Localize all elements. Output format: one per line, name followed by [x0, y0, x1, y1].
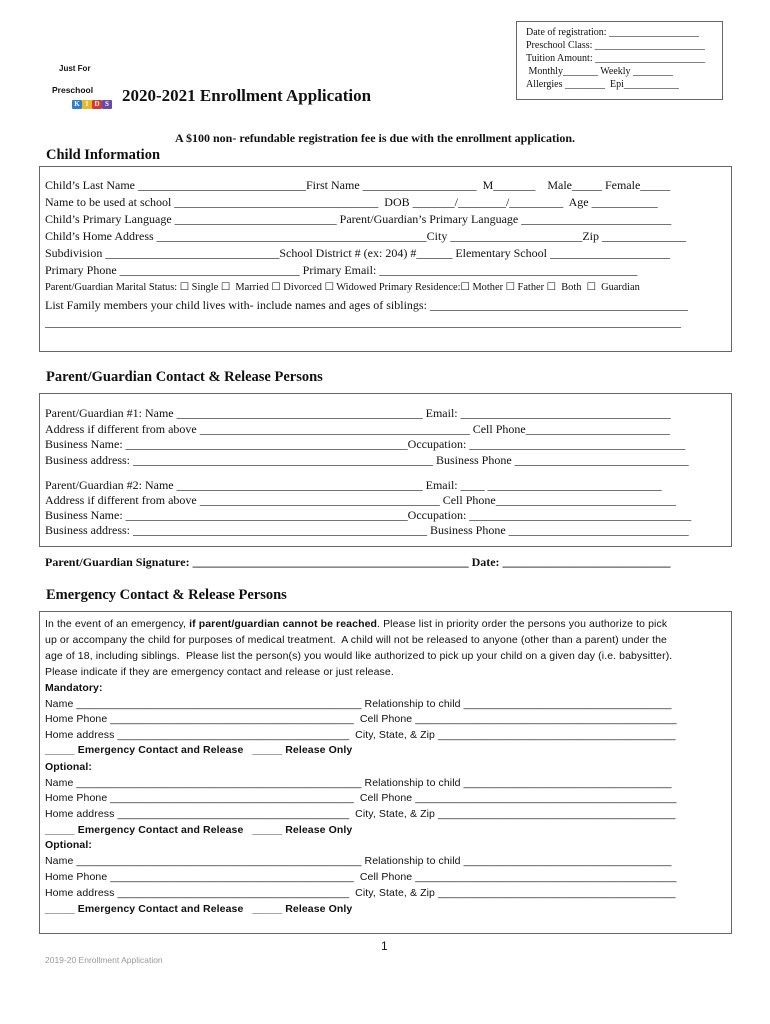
contact3-phone-line[interactable]: Home Phone _________________________________________ Cell Phone ____________________________________________: [45, 871, 677, 883]
emergency-intro-3: age of 18, including siblings. Please list the person(s) you would like authorized to pick up your child on a given day (i.e. babysitter).: [45, 650, 673, 662]
preschool-class: Preschool Class: ______________________: [526, 40, 705, 51]
logo-letter-i: I: [82, 100, 92, 109]
parent-contact-heading: Parent/Guardian Contact & Release Persons: [46, 369, 323, 385]
mandatory-label: Mandatory:: [45, 682, 103, 694]
contact1-name-line[interactable]: Name ________________________________________________ Relationship to child ___________________________________: [45, 698, 672, 710]
parent1-business-address[interactable]: Business address: __________________________________________________ Business Phone _____________________________: [45, 453, 689, 467]
home-address-line[interactable]: Child’s Home Address _____________________________________________City ______________________Zip ______________: [45, 229, 687, 243]
subdivision-line[interactable]: Subdivision _____________________________School District # (ex: 204) #______ Elementary School ____________________: [45, 246, 670, 260]
contact1-phone-line[interactable]: Home Phone _________________________________________ Cell Phone ____________________________________________: [45, 713, 677, 725]
emergency-intro-4: Please indicate if they are emergency contact and release or just release.: [45, 666, 394, 678]
contact3-release-options[interactable]: _____ Emergency Contact and Release _____ Release Only: [45, 903, 353, 915]
parent2-address-cell[interactable]: Address if different from above ________________________________________ Cell Phone______________________________: [45, 493, 676, 507]
logo-letter-d: D: [92, 100, 102, 109]
contact2-address-line[interactable]: Home address _______________________________________ City, State, & Zip ________________________________________: [45, 808, 676, 820]
parent1-business-name[interactable]: Business Name: _______________________________________________Occupation: ____________________________________: [45, 437, 686, 451]
school-name-line[interactable]: Name to be used at school __________________________________ DOB _______/________/_________ Age ___________: [45, 195, 658, 209]
page-number: 1: [381, 939, 388, 953]
parent-signature-line[interactable]: Parent/Guardian Signature: ______________________________________________ Date: ____________________________: [45, 555, 671, 569]
contact1-address-line[interactable]: Home address _______________________________________ City, State, & Zip ________________________________________: [45, 729, 676, 741]
tuition-frequency: Monthly_______ Weekly ________: [526, 66, 674, 77]
emergency-heading: Emergency Contact & Release Persons: [46, 587, 287, 603]
school-logo: [50, 64, 109, 108]
family-members-line[interactable]: List Family members your child lives with- include names and ages of siblings: ___________________________________________: [45, 298, 688, 312]
contact3-address-line[interactable]: Home address _______________________________________ City, State, & Zip ________________________________________: [45, 887, 676, 899]
intro-text-bold: if parent/guardian cannot be reached: [189, 618, 378, 630]
parent2-business-name[interactable]: Business Name: _______________________________________________Occupation: _____________________________________: [45, 508, 692, 522]
family-members-blank[interactable]: __________________________________________________________________________________________________________: [45, 315, 681, 329]
parent1-name-email[interactable]: Parent/Guardian #1: Name _________________________________________ Email: ___________________________________: [45, 406, 671, 420]
intro-text-post: . Please list in priority order the persons you authorize to pick: [377, 618, 668, 630]
child-info-heading: Child Information: [46, 147, 161, 163]
contact3-name-line[interactable]: Name ________________________________________________ Relationship to child ___________________________________: [45, 855, 672, 867]
parent2-business-address[interactable]: Business address: _________________________________________________ Business Phone ______________________________: [45, 523, 689, 537]
contact2-name-line[interactable]: Name ________________________________________________ Relationship to child ___________________________________: [45, 777, 672, 789]
language-line[interactable]: Child’s Primary Language ___________________________ Parent/Guardian’s Primary Language _________________________: [45, 212, 672, 226]
date-of-registration: Date of registration: __________________: [526, 27, 700, 38]
page-title: 2020-2021 Enrollment Application: [122, 86, 372, 105]
emergency-intro-1: [45, 617, 667, 633]
logo-bottom-text: Preschool: [52, 85, 94, 95]
marital-status-line[interactable]: Parent/Guardian Marital Status: ☐ Single ☐ Married ☐ Divorced ☐ Widowed Primary Residence:☐ Mother ☐ Father ☐ Both ☐ Guardian: [45, 282, 640, 293]
phone-email-line[interactable]: Primary Phone ______________________________ Primary Email: ___________________________________________: [45, 263, 638, 277]
logo-top-text: Just For: [59, 64, 91, 73]
tuition-amount: Tuition Amount: ______________________: [526, 53, 706, 64]
contact2-release-options[interactable]: _____ Emergency Contact and Release _____ Release Only: [45, 824, 353, 836]
intro-text-pre: In the event of an emergency,: [45, 618, 190, 630]
contact2-phone-line[interactable]: Home Phone _________________________________________ Cell Phone ____________________________________________: [45, 792, 677, 804]
allergies: Allergies ________ Epi___________: [526, 79, 679, 90]
contact1-release-options[interactable]: _____ Emergency Contact and Release _____ Release Only: [45, 744, 353, 756]
emergency-intro-2: up or accompany the child for purposes of medical treatment. A child will not be released to anyone (other than a parent) under the: [45, 634, 667, 646]
footer-text: 2019-20 Enrollment Application: [45, 955, 163, 965]
logo-letter-s: S: [102, 100, 112, 109]
child-name-line[interactable]: Child’s Last Name ____________________________First Name ___________________ M_______ Male_____ Female_____: [45, 178, 671, 192]
logo-kids: [56, 75, 112, 129]
fee-notice: A $100 non- refundable registration fee is due with the enrollment application.: [175, 131, 576, 145]
logo-letter-k: K: [72, 100, 82, 109]
parent1-address-cell[interactable]: Address if different from above _____________________________________________ Cell Phone________________________: [45, 422, 670, 436]
optional-label-1: Optional:: [45, 761, 92, 773]
optional-label-2: Optional:: [45, 839, 92, 851]
parent2-name-email[interactable]: Parent/Guardian #2: Name _________________________________________ Email: ____ _____________________________: [45, 478, 662, 492]
